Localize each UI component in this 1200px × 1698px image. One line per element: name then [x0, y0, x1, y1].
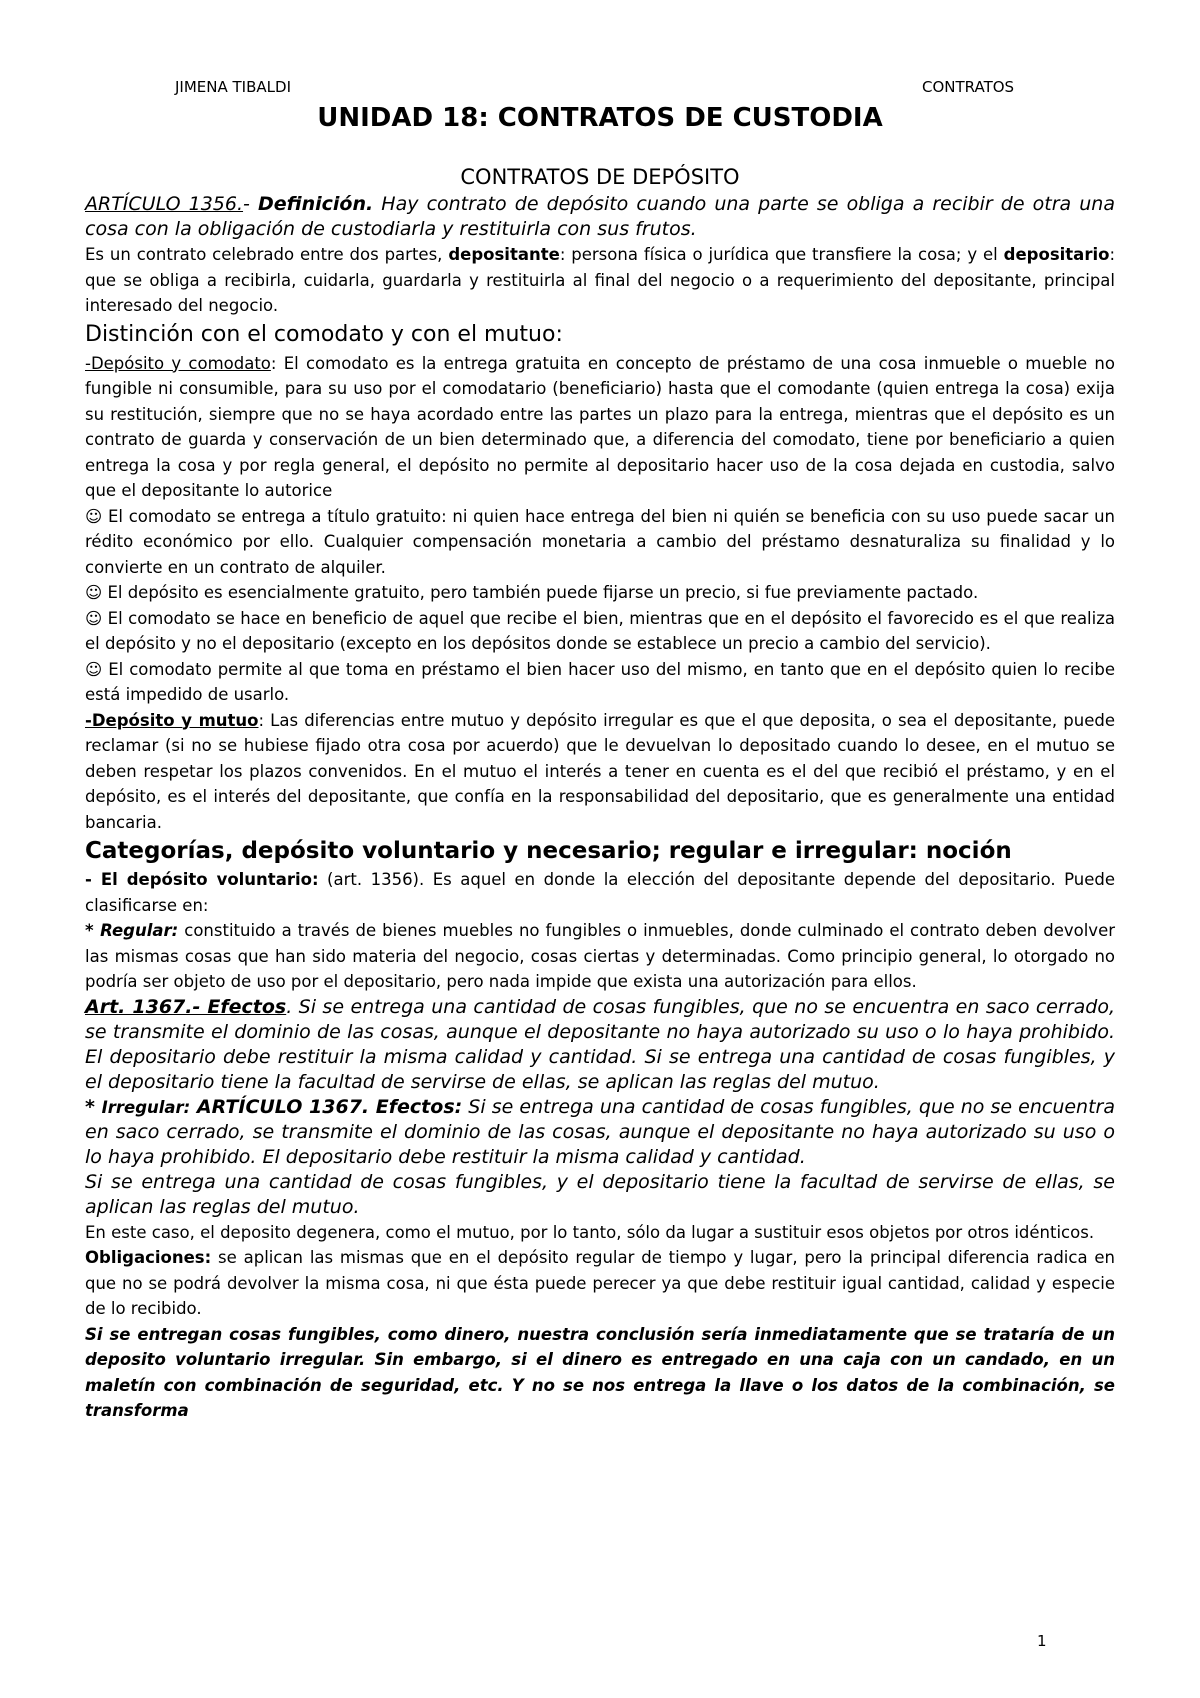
- article-1356-label: ARTÍCULO 1356.: [85, 193, 244, 215]
- article-1367: [85, 995, 1115, 1095]
- irregular-label: Irregular:: [101, 1097, 191, 1117]
- comodato-text: : El comodato es la entrega gratuita en concepto de préstamo de una cosa inmueble o mueble no fungible ni consumible, para su uso por el comodatario (beneficiario) hasta que el comodante (quien entrega la cosa) exija su restitución, siempre que no se haya acordado entre las partes un plazo para la entrega, mientras que el depósito es un contrato de guarda y conservación de un bien determinado que, a diferencia del comodato, tiene por beneficiario a quien entrega la cosa y por regla general, el depósito no permite al depositario hacer uso de la cosa dejada en custodia, salvo que el depositante lo autorice: [85, 353, 1115, 500]
- irregular-text: Si se entrega una cantidad de cosas fungibles, que no se encuentra en saco cerrado, se transmite el dominio de las cosas, aunque el depositante no haya autorizado su uso o lo haya prohibido. El depositario debe restituir la misma calidad y cantidad.: [85, 1095, 1115, 1168]
- page-number: 1: [1037, 1632, 1047, 1650]
- article-1356-def: Definición.: [257, 193, 374, 215]
- irregular-article: ARTÍCULO 1367. Efectos:: [190, 1095, 463, 1118]
- article-1356-text: Hay contrato de depósito cuando una parte se obliga a recibir de otra una cosa con la obligación de custodiarla y restituirla con sus frutos.: [85, 193, 1115, 240]
- header-subject: CONTRATOS: [922, 78, 1015, 96]
- obligaciones-label: Obligaciones:: [85, 1248, 212, 1267]
- closing-paragraph: Si se entregan cosas fungibles, como dinero, nuestra conclusión sería inmediatamente que se trataría de un deposito voluntario irregular. Sin embargo, si el dinero es entregado en una caja con un candado, en un maletín con combinación de seguridad, etc. Y no se nos entrega la llave o los datos de la combinación, se transforma: [85, 1324, 1115, 1420]
- header-author: JIMENA TIBALDI: [175, 78, 291, 96]
- bullet-text: El comodato permite al que toma en préstamo el bien hacer uso del mismo, en tanto que en el depósito quien lo recibe está impedido de usarlo.: [85, 659, 1115, 704]
- categorias-heading: Categorías, depósito voluntario y necesario; regular e irregular: noción: [85, 838, 1012, 864]
- bullet-text: El depósito es esencialmente gratuito, pero también puede fijarse un precio, si fue previamente pactado.: [102, 583, 979, 602]
- page-title: UNIDAD 18: CONTRATOS DE CUSTODIA: [317, 103, 883, 133]
- comodato-paragraph: [85, 351, 1115, 504]
- regular-star: *: [85, 921, 101, 940]
- bullet-item: [85, 580, 1115, 606]
- irregular-star: *: [85, 1095, 102, 1118]
- regular-text: constituido a través de bienes muebles no fungibles o inmuebles, donde culminado el contrato deben devolver las mismas cosas que han sido materia del negocio, cosas ciertas y determinadas. Como principio general, lo otorgado no podría ser objeto de uso por el depositario, pero nada impide que exista una autorización para ellos.: [85, 921, 1116, 991]
- irregular-paragraph-2: Si se entrega una cantidad de cosas fungibles, y el depositario tiene la facultad de servirse de ellas, se aplican las reglas del mutuo.: [85, 1170, 1115, 1218]
- bullet-item: [85, 504, 1115, 581]
- regular-label: Regular:: [100, 921, 179, 940]
- intro-text-2: : persona física o jurídica que transfiere la cosa; y el: [559, 245, 1004, 264]
- bullet-item: [85, 657, 1115, 708]
- obligaciones-text: se aplican las mismas que en el depósito regular de tiempo y lugar, pero la principal diferencia radica en que no se podrá devolver la misma cosa, ni que ésta puede perecer ya que debe restituir igual cantidad, calidad y especie de lo recibido.: [85, 1248, 1115, 1318]
- intro-text-3: : que se obliga a recibirla, cuidarla, guardarla y restituirla al final del negocio o a requerimiento del depositante, principal interesado del negocio.: [85, 245, 1116, 315]
- voluntario-label: - El depósito voluntario:: [85, 870, 319, 889]
- bullet-item: [85, 606, 1115, 657]
- intro-text-1: Es un contrato celebrado entre dos partes,: [85, 245, 449, 264]
- comodato-label: -Depósito y comodato: [85, 353, 271, 373]
- bullet-text: El comodato se entrega a título gratuito: ni quien hace entrega del bien ni quién se beneficia con su uso puede sacar un rédito económico por ello. Cualquier compensación monetaria a cambio del préstamo desnaturaliza su finalidad y lo convierte en un contrato de alquiler.: [85, 506, 1115, 577]
- degenera-paragraph: En este caso, el deposito degenera, como el mutuo, por lo tanto, sólo da lugar a sustituir esos objetos por otros idénticos.: [85, 1222, 1095, 1242]
- mutuo-label: -Depósito y mutuo: [85, 710, 259, 730]
- voluntario-paragraph: [85, 867, 1115, 918]
- term-depositario: depositario: [1003, 245, 1110, 264]
- smiley-icon: ☺: [85, 583, 103, 602]
- irregular-paragraph: [85, 1095, 1115, 1170]
- document-body: [85, 98, 1115, 1424]
- article-1356: [85, 192, 1115, 242]
- distincion-heading: Distinción con el comodato y con el mutuo:: [85, 321, 563, 347]
- regular-paragraph: [85, 918, 1115, 995]
- mutuo-text: : Las diferencias entre mutuo y depósito irregular es que el que deposita, o sea el depositante, puede reclamar (si no se hubiese fijado otra cosa por acuerdo) que le devuelvan lo depositado cuando lo desee, en el mutuo se deben respetar los plazos convenidos. En el mutuo el interés a tener en cuenta es el del que recibió el préstamo, y en el depósito, es el interés del depositante, que confía en la responsabilidad del depositario, que es generalmente una entidad bancaria.: [85, 710, 1115, 832]
- bullet-text: El comodato se hace en beneficio de aquel que recibe el bien, mientras que en el depósito el favorecido es el que realiza el depósito y no el depositario (excepto en los depósitos donde se establece un precio a cambio del servicio).: [85, 608, 1115, 653]
- smiley-icon: ☺: [85, 608, 103, 628]
- article-1367-text: . Si se entrega una cantidad de cosas fungibles, que no se encuentra en saco cerrado, se transmite el dominio de las cosas, aunque el depositante no haya autorizado su uso o lo haya prohibido. El depositario debe restituir la misma calidad y cantidad. Si se entrega una cantidad de cosas fungibles, y el depositario tiene la facultad de servirse de ellas, se aplican las reglas del mutuo.: [85, 995, 1115, 1093]
- obligaciones-paragraph: [85, 1245, 1115, 1322]
- smiley-icon: ☺: [85, 659, 103, 679]
- voluntario-text: (art. 1356). Es aquel en donde la elección del depositante depende del depositario. Puede clasificarse en:: [85, 870, 1115, 915]
- article-1367-label: Art. 1367.- Efectos: [85, 995, 287, 1018]
- mutuo-paragraph: [85, 708, 1115, 836]
- term-depositante: depositante: [448, 245, 560, 264]
- section-subtitle: CONTRATOS DE DEPÓSITO: [460, 165, 740, 189]
- article-1356-dash: -: [243, 193, 258, 215]
- intro-paragraph: [85, 242, 1115, 319]
- smiley-icon: ☺: [85, 506, 103, 526]
